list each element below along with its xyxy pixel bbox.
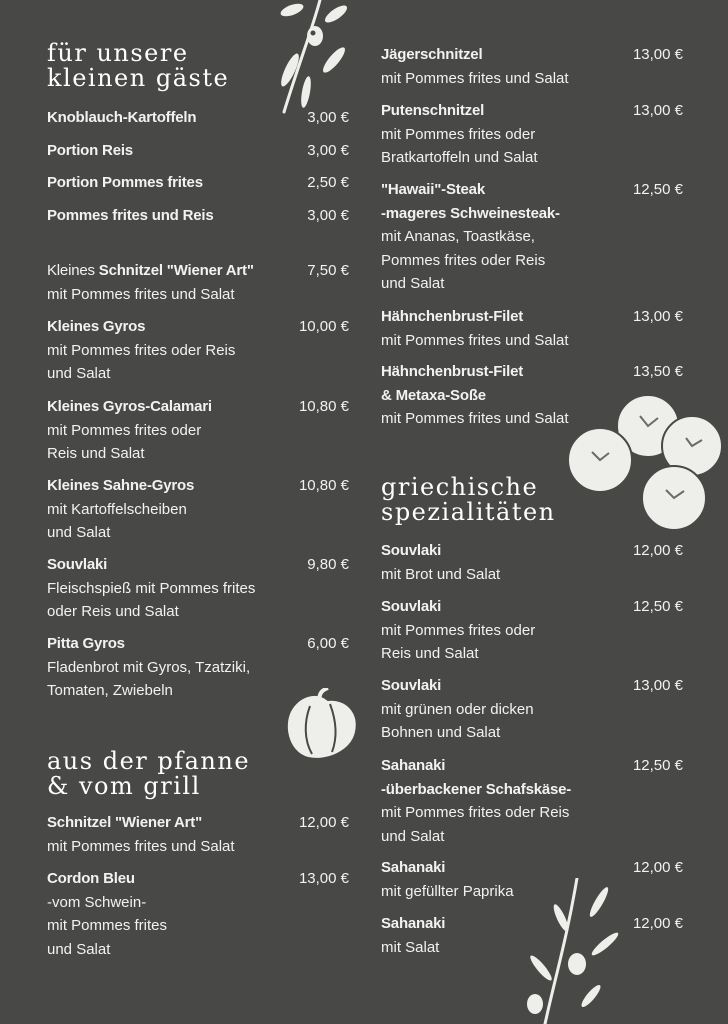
section-title-grill: aus der pfanne & vom grill [47, 747, 251, 800]
item-price: 10,80 € [298, 477, 349, 494]
item-price: 12,00 € [632, 859, 683, 876]
menu-item [381, 674, 683, 745]
item-name: Knoblauch-Kartoffeln [47, 109, 197, 126]
item-description: mit Pommes frites oder Reis und Salat [381, 804, 570, 845]
item-name: Pitta Gyros [47, 635, 125, 652]
section-title-kids: für unsere kleinen gäste [47, 39, 230, 92]
menu-item [381, 178, 683, 296]
item-price: 13,00 € [632, 102, 683, 119]
olive-branch-icon [515, 878, 620, 1024]
item-price: 13,50 € [632, 363, 683, 380]
item-name: Portion Pommes frites [47, 174, 203, 191]
item-name: Souvlaki [47, 556, 108, 573]
item-price: 12,50 € [632, 598, 683, 615]
item-price: 10,80 € [298, 398, 349, 415]
item-name: Souvlaki [381, 542, 442, 559]
menu-item [47, 474, 349, 545]
item-price: 6,00 € [307, 635, 349, 652]
item-name: Pommes frites und Reis [47, 207, 214, 224]
item-description: mit Pommes frites und Salat [381, 69, 569, 87]
item-price: 3,00 € [307, 109, 349, 126]
menu-item [381, 539, 683, 586]
item-name: Sahanaki [381, 915, 446, 932]
item-price: 10,00 € [298, 318, 349, 335]
item-name: Sahanaki -überbackener Schafskäse- [381, 757, 572, 798]
item-price: 3,00 € [307, 142, 349, 159]
menu-item [47, 139, 349, 163]
item-description: Fladenbrot mit Gyros, Tzatziki, Tomaten, Zwiebeln [47, 658, 251, 699]
item-name: Kleines Sahne-Gyros [47, 477, 195, 494]
item-description: mit gefüllter Paprika [381, 882, 514, 900]
item-price: 13,00 € [298, 870, 349, 887]
item-price: 12,00 € [632, 915, 683, 932]
item-price: 7,50 € [307, 262, 349, 279]
menu-item [381, 99, 683, 170]
menu-item [47, 259, 349, 306]
item-description: mit Pommes frites und Salat [381, 410, 569, 427]
section-title-greek: griechische spezialitäten [381, 473, 556, 526]
item-name: Sahanaki [381, 859, 446, 876]
item-description: mit Pommes frites und Salat [47, 837, 235, 855]
item-description: mit Kartoffelscheiben und Salat [47, 500, 187, 541]
item-name: Portion Reis [47, 142, 133, 159]
item-name: Hähnchenbrust-Filet & Metaxa-Soße [381, 363, 524, 404]
olive-branch-icon [248, 0, 348, 115]
item-name: Schnitzel "Wiener Art" [47, 814, 202, 831]
item-name: Hähnchenbrust-Filet [381, 308, 524, 325]
menu-item [47, 204, 349, 228]
menu-item [47, 553, 349, 624]
item-description: mit Pommes frites oder Reis und Salat [381, 621, 536, 662]
item-price: 13,00 € [632, 308, 683, 325]
menu-item [47, 171, 349, 195]
tomatoes-icon [562, 394, 728, 534]
item-name-prefix: Kleines [47, 262, 99, 279]
menu-item [47, 395, 349, 466]
item-price: 12,50 € [632, 181, 683, 198]
item-price: 12,00 € [632, 542, 683, 559]
item-name: Schnitzel "Wiener Art" [98, 262, 254, 279]
item-name: Jägerschnitzel [381, 46, 483, 63]
item-name: Kleines Gyros [47, 318, 146, 335]
menu-item [47, 811, 349, 858]
item-description: mit grünen oder dicken Bohnen und Salat [381, 700, 534, 741]
item-description: mit Ananas, Toastkäse, Pommes frites oder Reis und Salat [381, 228, 546, 292]
item-name: Putenschnitzel [381, 102, 485, 119]
item-price: 13,00 € [632, 677, 683, 694]
item-name: Souvlaki [381, 598, 442, 615]
menu-item [47, 315, 349, 386]
item-description: mit Pommes frites und Salat [47, 285, 235, 303]
item-price: 12,00 € [298, 814, 349, 831]
item-name: Cordon Bleu [47, 870, 135, 887]
menu-item [381, 595, 683, 666]
item-description: mit Salat [381, 938, 440, 956]
item-price: 3,00 € [307, 207, 349, 224]
item-description: -vom Schwein- mit Pommes frites und Salat [47, 893, 168, 958]
item-description: mit Pommes frites oder Reis und Salat [47, 421, 202, 462]
item-description: mit Pommes frites und Salat [381, 331, 569, 349]
item-name: "Hawaii"-Steak -mageres Schweinesteak- [381, 181, 560, 222]
item-price: 12,50 € [632, 757, 683, 774]
item-description: mit Brot und Salat [381, 565, 501, 583]
item-price: 13,00 € [632, 46, 683, 63]
bell-pepper-icon [280, 688, 360, 762]
item-description: mit Pommes frites oder Reis und Salat [47, 341, 236, 382]
menu-item [381, 305, 683, 352]
menu-item [381, 43, 683, 90]
menu-item [47, 867, 349, 961]
item-description: mit Pommes frites oder Bratkartoffeln und Salat [381, 125, 538, 166]
item-name: Kleines Gyros-Calamari [47, 398, 212, 415]
item-price: 9,80 € [307, 556, 349, 573]
menu-item [381, 754, 683, 848]
item-price: 2,50 € [307, 174, 349, 191]
item-name: Souvlaki [381, 677, 442, 694]
item-description: Fleischspieß mit Pommes frites oder Reis und Salat [47, 579, 256, 620]
